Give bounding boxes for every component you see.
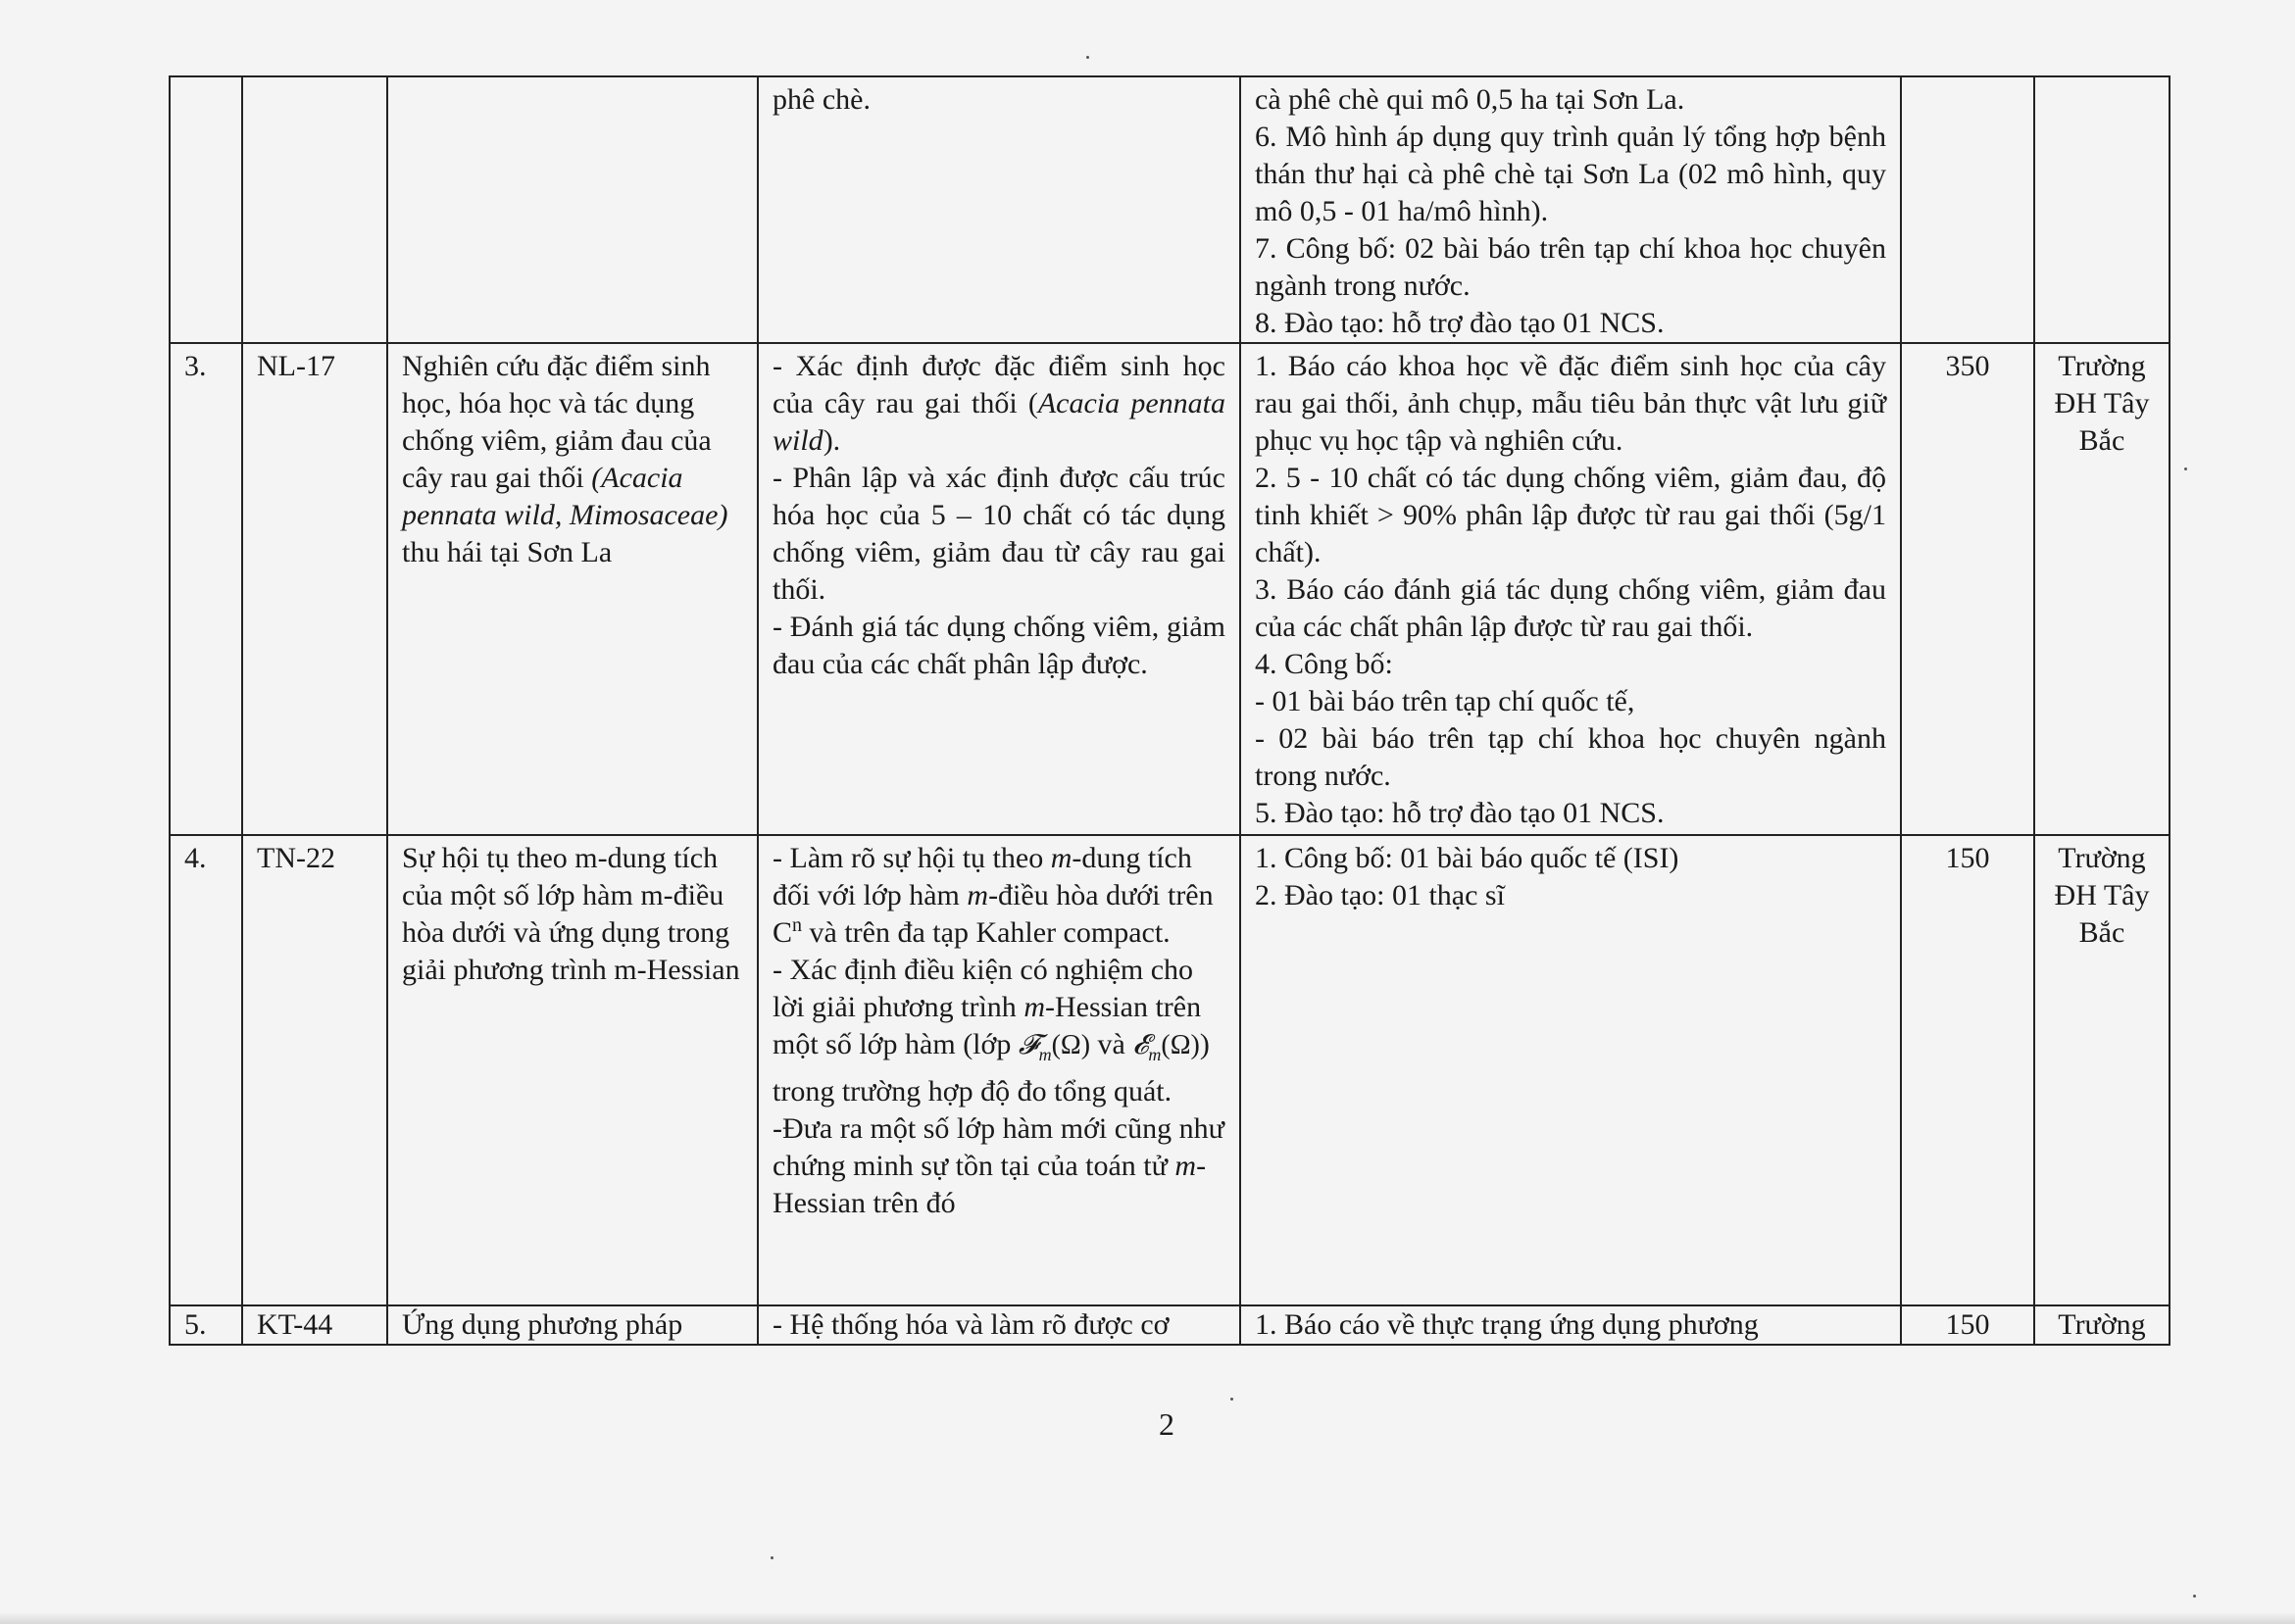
cell-budget: 150 (1901, 1305, 2034, 1345)
result-line: 1. Công bố: 01 bài báo quốc tế (ISI) (1255, 842, 1679, 874)
task-text: -Đưa ra một số lớp hàm mới cũng như chứng minh sự tồn tại của toán tử (773, 1112, 1224, 1182)
cell-stt: 4. (170, 835, 242, 1305)
result-line: 2. 5 - 10 chất có tác dụng chống viêm, giảm đau, độ tinh khiết > 90% phân lập được từ rau gai thối (5g/1 chất). (1255, 462, 1886, 568)
result-line: 6. Mô hình áp dụng quy trình quản lý tổng hợp bệnh thán thư hại cà phê chè tại Sơn La (02 mô hình, quy mô 0,5 - 01 ha/mô hình). (1255, 121, 1886, 227)
cell-organization: Trường (2034, 1305, 2170, 1345)
task-line (773, 1110, 1225, 1222)
table-row (170, 835, 2170, 1305)
task-text: -dung tích đối với lớp hàm (773, 842, 1192, 911)
cell-organization: Trường ĐH Tây Bắc (2034, 343, 2170, 835)
result-line: cà phê chè qui mô 0,5 ha tại Sơn La. (1255, 83, 1685, 116)
cell-budget: 150 (1901, 835, 2034, 1305)
cell-organization (2034, 76, 2170, 343)
task-text: ). (823, 424, 841, 457)
result-line: 3. Báo cáo đánh giá tác dụng chống viêm, giảm đau của các chất phân lập được từ rau gai thối. (1255, 573, 1886, 643)
project-name-text: Sự hội tụ theo m-dung tích của một số lớp hàm m-điều hòa dưới và ứng dụng trong giải phương trình m-Hessian (402, 842, 740, 986)
cell-code (242, 76, 387, 343)
task-text: -Hessian trên đó (773, 1150, 1207, 1219)
result-line: 5. Đào tạo: hỗ trợ đào tạo 01 NCS. (1255, 797, 1665, 829)
result-line: 2. Đào tạo: 01 thạc sĩ (1255, 879, 1505, 911)
task-line (773, 952, 1225, 1110)
cell-tasks (758, 343, 1240, 835)
task-text: và trên đa tạp Kahler compact. (802, 916, 1171, 949)
task-italic: m (1023, 991, 1045, 1023)
task-line (773, 348, 1225, 460)
cell-tasks (758, 76, 1240, 343)
task-text: -điều hòa dưới trên C (773, 879, 1214, 949)
table-row (170, 76, 2170, 343)
cell-stt (170, 76, 242, 343)
result-line: - 01 bài báo trên tạp chí quốc tế, (1255, 685, 1635, 717)
cell-stt: 5. (170, 1305, 242, 1345)
cell-results (1240, 835, 1901, 1305)
cell-project-name (387, 343, 758, 835)
cell-stt: 3. (170, 343, 242, 835)
task-text: và (1090, 1028, 1133, 1060)
cell-results (1240, 76, 1901, 343)
math-symbol-F: 𝓕 (1018, 1030, 1039, 1060)
scan-speck (1230, 1398, 1233, 1401)
task-text: -Hessian trên một số lớp hàm (lớp (773, 991, 1202, 1060)
task-text: - Làm rõ sự hội tụ theo (773, 842, 1051, 874)
cell-code: NL-17 (242, 343, 387, 835)
cell-code: KT-44 (242, 1305, 387, 1345)
cell-budget (1901, 76, 2034, 343)
cell-project-name (387, 1305, 758, 1345)
scan-speck (771, 1556, 773, 1559)
result-line: 1. Báo cáo khoa học về đặc điểm sinh học của cây rau gai thối, ảnh chụp, mẫu tiêu bản thực vật lưu giữ phục vụ học tập và nghiên cứu. (1255, 350, 1886, 457)
result-line: - 02 bài báo trên tạp chí khoa học chuyên ngành trong nước. (1255, 722, 1886, 792)
cell-budget: 350 (1901, 343, 2034, 835)
task-line: - Phân lập và xác định được cấu trúc hóa học của 5 – 10 chất có tác dụng chống viêm, giảm đau từ cây rau gai thối. (773, 462, 1225, 606)
result-line: 7. Công bố: 02 bài báo trên tạp chí khoa học chuyên ngành trong nước. (1255, 232, 1886, 302)
result-line: 1. Báo cáo về thực trạng ứng dụng phương (1255, 1308, 1759, 1341)
cell-results (1240, 343, 1901, 835)
scan-speck (2184, 468, 2187, 470)
scan-speck (2193, 1595, 2196, 1598)
project-table (169, 75, 2170, 1346)
project-name-text: thu hái tại Sơn La (402, 536, 613, 568)
task-line: phê chè. (773, 83, 871, 116)
math-omega: (Ω) (1161, 1030, 1200, 1060)
cell-tasks (758, 1305, 1240, 1345)
math-subscript: m (1148, 1045, 1162, 1064)
page-bottom-shadow (0, 1612, 2295, 1624)
math-symbol-E: 𝓔 (1132, 1030, 1149, 1060)
task-latin: Acacia pennata wild (773, 387, 1225, 457)
scan-speck (1086, 56, 1089, 59)
cell-project-name (387, 835, 758, 1305)
cell-tasks (758, 835, 1240, 1305)
task-italic: m (1174, 1150, 1197, 1182)
task-line (773, 840, 1225, 952)
cell-results (1240, 1305, 1901, 1345)
project-name-text: Ứng dụng phương pháp (402, 1308, 683, 1341)
task-line: - Hệ thống hóa và làm rõ được cơ (773, 1308, 1170, 1341)
task-italic: m (967, 879, 989, 911)
result-line: 8. Đào tạo: hỗ trợ đào tạo 01 NCS. (1255, 307, 1665, 339)
math-subscript: m (1038, 1045, 1052, 1064)
task-italic: m (1050, 842, 1073, 874)
cell-code: TN-22 (242, 835, 387, 1305)
task-line: - Đánh giá tác dụng chống viêm, giảm đau của các chất phân lập được. (773, 611, 1225, 680)
result-line: 4. Công bố: (1255, 648, 1393, 680)
cell-project-name (387, 76, 758, 343)
table-row (170, 343, 2170, 835)
task-text: - Xác định điều kiện có nghiệm cho lời giải phương trình (773, 954, 1194, 1023)
cell-organization: Trường ĐH Tây Bắc (2034, 835, 2170, 1305)
project-name-latin: (Acacia pennata wild, Mimosaceae) (402, 462, 728, 531)
task-text: ) trong trường hợp độ đo tổng quát. (773, 1028, 1210, 1107)
math-omega: (Ω) (1051, 1030, 1091, 1060)
project-name-text: Nghiên cứu đặc điểm sinh học, hóa học và tác dụng chống viêm, giảm đau của cây rau gai thối (402, 350, 712, 494)
table-row (170, 1305, 2170, 1345)
task-text: - Xác định được đặc điểm sinh học của cây rau gai thối ( (773, 350, 1225, 419)
superscript-n: n (792, 914, 803, 936)
page-number: 2 (1159, 1406, 1174, 1442)
